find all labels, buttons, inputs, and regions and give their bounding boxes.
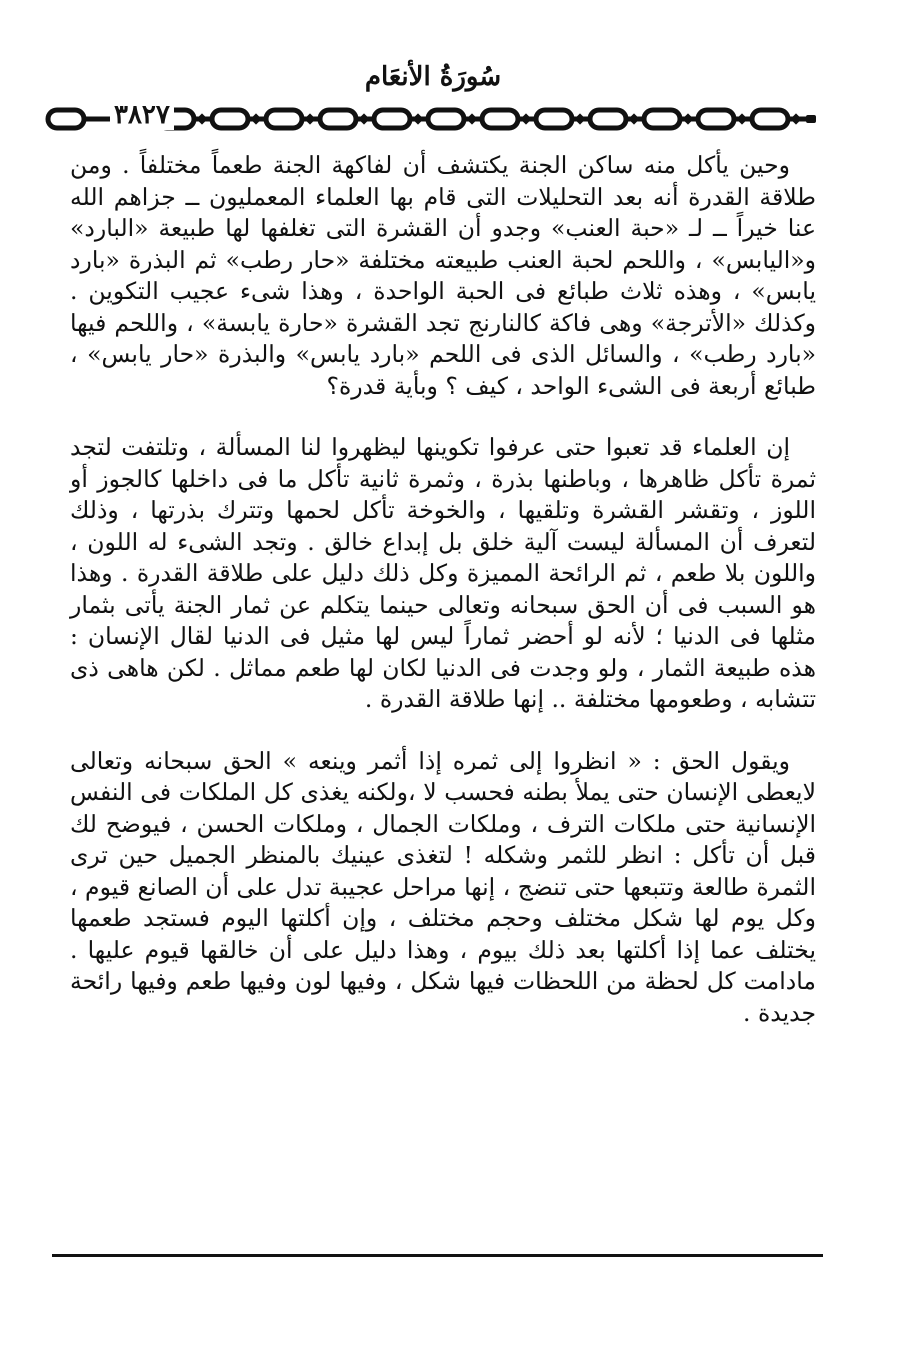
body-text [70, 150, 816, 1029]
footer-rule [52, 1254, 823, 1257]
page-number: ٣٨٢٧ [110, 100, 174, 130]
paragraph-3: ويقول الحق : « انظروا إلى ثمره إذا أثمر وينعه » الحق سبحانه وتعالى لايعطى الإنسان حتى يملأ بطنه فحسب لا ،ولكنه يغذى كل الملكات فى النفس الإنسانية حتى ملكات الترف ، وملكات الجمال ، وملكات الحسن ، فيوضح لك قبل أن تأكل : انظر للثمر وشكله ! لتغذى عينيك بالمنظر الجميل حين ترى الثمرة طالعة وتتبعها حتى تنضج ، إنها مراحل عجيبة تدل على أن الصانع قيوم ، وكل يوم لها شكل مختلف وحجم مختلف ، وإن أكلتها اليوم فستجد طعمها يختلف عما إذا أكلتها بعد ذلك بيوم ، وهذا دليل على أن خالقها قيوم عليها . مادامت كل لحظة من اللحظات فيها شكل ، وفيها لون وفيها طعم وفيها رائحة جديدة . [70, 746, 816, 1027]
surah-title: سُورَةُ الأنعَام [364, 62, 502, 92]
paragraph-2: إن العلماء قد تعبوا حتى عرفوا تكوينها ليظهروا لنا المسألة ، وتلتفت لتجد ثمرة تأكل ظاهرها ، وباطنها بذرة ، وثمرة ثانية تأكل ما فى داخلها كالجوز أو اللوز ، وتقشر القشرة وتلقيها ، والخوخة تأكل لحمها وتترك بذرتها ، وذلك لتعرف أن المسألة ليست آلية خلق بل إبداع خالق . وتجد الشىء له اللون ، واللون بلا طعم ، ثم الرائحة المميزة وكل ذلك دليل على طلاقة القدرة . وهذا هو السبب فى أن الحق سبحانه وتعالى حينما يتكلم عن ثمار الجنة يأتى بثمار مثلها فى الدنيا ؛ لأنه لو أحضر ثماراً ليس لها مثيل فى الدنيا لقال الإنسان : هذه طبيعة الثمار ، ولو وجدت فى الدنيا لكان لها طعم مماثل . لكن هاهى ذى تتشابه ، وطعومها مختلفة .. إنها طلاقة القدرة . [70, 433, 816, 713]
paragraph-1: وحين يأكل منه ساكن الجنة يكتشف أن لفاكهة الجنة طعماً مختلفاً . ومن طلاقة القدرة أنه بعد التحليلات التى قام بها العلماء المعمليون ــ جزاهم الله عنا خيراً ــ لـ «حبة العنب» وجدو أن القشرة التى تغلفها لها طبيعة «البارد» و«اليابس» ، واللحم لحبة العنب طبيعته مختلفة «حار رطب» ثم البذرة «بارد يابس» ، وهذه ثلاث طبائع فى الحبة الواحدة ، وهذا شىء عجيب التكوين . وكذلك «الأترجة» وهى فاكة كالنارنج تجد القشرة «حارة يابسة» ، واللحم فيها «بارد رطب» ، والسائل الذى فى اللحم «بارد يابس» والبذرة «حار يابس» ، طبائع أربعة فى الشىء الواحد ، كيف ؟ وبأية قدرة؟ [70, 151, 816, 400]
page-header [40, 60, 826, 140]
